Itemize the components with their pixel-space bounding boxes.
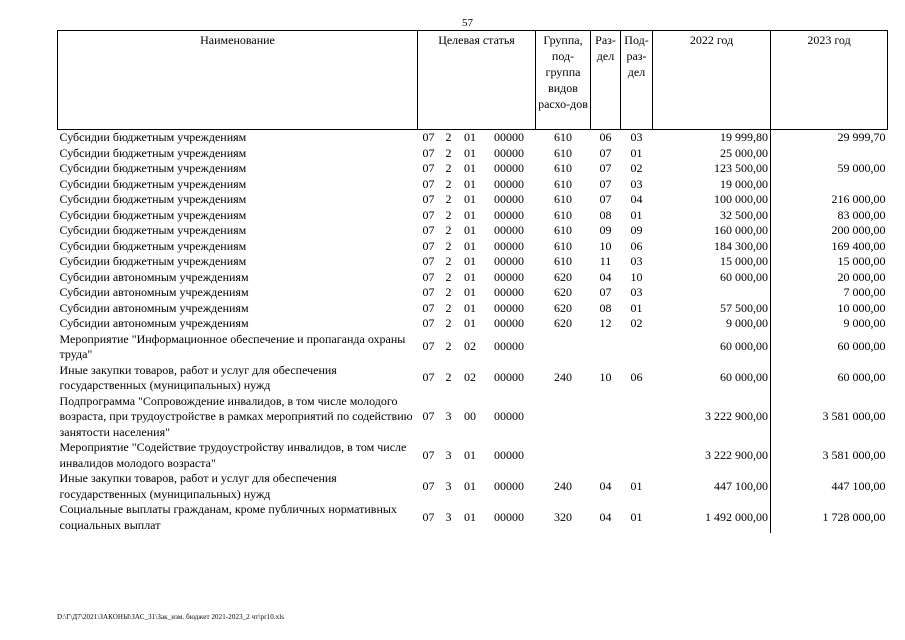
section-code: 04 <box>599 509 612 524</box>
table-row <box>58 440 888 471</box>
amount-2022: 19 000,00 <box>653 177 771 193</box>
target-code-1: 07 <box>422 285 435 299</box>
table-row <box>58 192 888 208</box>
header-target: Целевая статья <box>418 31 536 130</box>
target-code-3: 01 <box>464 478 476 493</box>
amount-2023: 3 581 000,00 <box>822 447 886 462</box>
subsection-code: 09 <box>630 223 643 237</box>
section-code: 07 <box>599 145 612 160</box>
subsection-code: 03 <box>630 176 643 191</box>
subsection-code: 01 <box>630 509 643 524</box>
target-code-1: 07 <box>422 370 435 385</box>
row-name: Субсидии автономным учреждениям <box>59 269 249 284</box>
row-name: Субсидии автономным учреждениям <box>59 300 249 315</box>
target-code-2: 2 <box>445 370 452 385</box>
target-code-2: 2 <box>445 339 452 354</box>
target-code-4: 00000 <box>494 409 524 423</box>
target-code-1: 07 <box>422 176 435 191</box>
subsection-code: 01 <box>630 478 643 493</box>
target-code-4: 00000 <box>494 161 524 175</box>
target-code-2: 2 <box>445 192 452 206</box>
target-code-3: 01 <box>464 509 476 524</box>
section-code: 07 <box>599 176 612 191</box>
target-code-2: 2 <box>445 176 452 191</box>
table-header-row <box>58 31 888 130</box>
target-code-1: 07 <box>422 238 435 253</box>
row-name: Субсидии автономным учреждениям <box>59 285 249 299</box>
expense-group: 620 <box>554 269 573 284</box>
target-code-4: 00000 <box>494 300 524 315</box>
table-row <box>58 363 888 394</box>
section-code <box>591 440 621 471</box>
row-name: Субсидии бюджетным учреждениям <box>59 192 247 206</box>
header-group: Группа, под-группа видов расхо-дов <box>536 31 591 130</box>
expense-group: 240 <box>554 478 573 493</box>
target-code-4: 00000 <box>494 269 524 284</box>
amount-2022: 160 000,00 <box>653 223 771 239</box>
target-code-2: 3 <box>445 509 452 524</box>
target-code-1: 07 <box>422 339 435 354</box>
expense-group <box>536 332 591 363</box>
target-code-1: 07 <box>422 192 435 206</box>
table-row <box>58 177 888 193</box>
target-code-4: 00000 <box>494 316 524 330</box>
target-code-4: 00000 <box>494 509 524 524</box>
table-row <box>58 502 888 533</box>
amount-2023 <box>771 146 888 162</box>
target-code-2: 2 <box>445 316 452 330</box>
amount-2022: 3 222 900,00 <box>653 440 771 471</box>
section-code: 12 <box>599 316 612 330</box>
target-code-1: 07 <box>422 161 435 175</box>
amount-2023: 7 000,00 <box>843 285 886 299</box>
target-code-4: 00000 <box>494 447 524 462</box>
expense-group <box>536 440 591 471</box>
row-name: Субсидии бюджетным учреждениям <box>59 223 247 237</box>
subsection-code: 06 <box>630 370 643 385</box>
expense-group: 610 <box>554 145 573 160</box>
subsection-code: 02 <box>630 316 643 330</box>
subsection-code: 01 <box>630 207 643 222</box>
header-section: Раз-дел <box>591 31 621 130</box>
amount-2022: 9 000,00 <box>653 316 771 332</box>
subsection-code: 03 <box>630 254 643 268</box>
target-code-3: 01 <box>464 300 476 315</box>
target-code-3: 02 <box>464 370 476 385</box>
file-path-footer: D:\Г\Д7\2021\ЗАКОНЫ\ЗАС_31\Зак_изм. бюджет 2021-2023_2 чт\pr10.xls <box>57 613 285 621</box>
row-name: Субсидии бюджетным учреждениям <box>59 207 247 222</box>
amount-2023: 10 000,00 <box>837 300 886 315</box>
amount-2023: 15 000,00 <box>837 254 886 268</box>
amount-2023: 1 728 000,00 <box>822 509 886 524</box>
amount-2022: 60 000,00 <box>653 270 771 286</box>
table-row <box>58 146 888 162</box>
expense-group: 610 <box>554 207 573 222</box>
target-code-3: 02 <box>464 339 476 354</box>
amount-2022: 60 000,00 <box>653 363 771 394</box>
expense-group: 610 <box>554 223 573 237</box>
amount-2023: 59 000,00 <box>837 161 886 175</box>
target-code-2: 2 <box>445 145 452 160</box>
target-code-3: 01 <box>464 145 476 160</box>
target-code-4: 00000 <box>494 370 524 385</box>
amount-2023: 3 581 000,00 <box>822 409 886 423</box>
amount-2022: 57 500,00 <box>653 301 771 317</box>
target-code-2: 2 <box>445 161 452 175</box>
section-code: 11 <box>599 254 612 268</box>
amount-2023: 169 400,00 <box>831 238 886 253</box>
target-code-2: 2 <box>445 254 452 268</box>
row-name: Мероприятие "Информационное обеспечение и пропаганда охраны труда" <box>59 331 406 361</box>
expense-group: 320 <box>554 509 573 524</box>
target-code-2: 2 <box>445 130 452 144</box>
amount-2022: 184 300,00 <box>653 239 771 255</box>
amount-2022: 32 500,00 <box>653 208 771 224</box>
budget-table <box>57 30 888 533</box>
target-code-1: 07 <box>422 145 435 160</box>
target-code-1: 07 <box>422 300 435 315</box>
target-code-2: 2 <box>445 207 452 222</box>
amount-2023: 216 000,00 <box>831 192 886 206</box>
amount-2023: 9 000,00 <box>843 316 886 330</box>
amount-2022: 3 222 900,00 <box>653 394 771 441</box>
section-code: 10 <box>599 238 612 253</box>
section-code: 04 <box>599 269 612 284</box>
expense-group: 610 <box>554 130 573 144</box>
expense-group: 610 <box>554 192 573 206</box>
table-row <box>58 161 888 177</box>
table-row <box>58 208 888 224</box>
expense-group: 610 <box>554 238 573 253</box>
table-row <box>58 332 888 363</box>
table-row <box>58 316 888 332</box>
target-code-2: 3 <box>445 409 452 423</box>
section-code: 04 <box>599 478 612 493</box>
table-row <box>58 270 888 286</box>
row-name: Субсидии бюджетным учреждениям <box>59 176 247 191</box>
row-name: Субсидии автономным учреждениям <box>59 316 249 330</box>
table-body <box>58 130 888 534</box>
subsection-code: 01 <box>630 300 643 315</box>
row-name: Субсидии бюджетным учреждениям <box>59 145 247 160</box>
target-code-2: 2 <box>445 223 452 237</box>
expense-group: 620 <box>554 300 573 315</box>
target-code-4: 00000 <box>494 192 524 206</box>
expense-group: 620 <box>554 316 573 330</box>
section-code: 07 <box>599 161 612 175</box>
table-row <box>58 254 888 270</box>
section-code: 08 <box>599 300 612 315</box>
header-2022: 2022 год <box>653 31 771 130</box>
subsection-code: 04 <box>630 192 643 206</box>
target-code-1: 07 <box>422 316 435 330</box>
target-code-3: 01 <box>464 130 476 144</box>
target-code-1: 07 <box>422 207 435 222</box>
target-code-3: 00 <box>464 409 476 423</box>
target-code-1: 07 <box>422 409 435 423</box>
target-code-2: 2 <box>445 238 452 253</box>
expense-group: 240 <box>554 370 573 385</box>
section-code: 10 <box>599 370 612 385</box>
row-name: Подпрограмма "Сопровождение инвалидов, в том числе молодого возраста, при трудоустройстве в рамках мероприятий по содействию занятости населения" <box>59 393 413 439</box>
amount-2022: 1 492 000,00 <box>653 502 771 533</box>
target-code-3: 01 <box>464 316 476 330</box>
amount-2023 <box>771 177 888 193</box>
expense-group: 610 <box>554 161 573 175</box>
amount-2023: 447 100,00 <box>831 478 886 493</box>
target-code-4: 00000 <box>494 176 524 191</box>
amount-2023: 20 000,00 <box>837 269 886 284</box>
amount-2023: 60 000,00 <box>837 370 886 385</box>
amount-2022: 19 999,80 <box>653 130 771 146</box>
subsection-code: 01 <box>630 145 643 160</box>
amount-2022: 123 500,00 <box>653 161 771 177</box>
target-code-4: 00000 <box>494 207 524 222</box>
target-code-3: 01 <box>464 285 476 299</box>
row-name: Иные закупки товаров, работ и услуг для обеспечения государственных (муниципальных) нужд <box>59 362 337 392</box>
amount-2022: 447 100,00 <box>653 471 771 502</box>
section-code: 08 <box>599 207 612 222</box>
target-code-2: 3 <box>445 478 452 493</box>
target-code-3: 01 <box>464 207 476 222</box>
row-name: Субсидии бюджетным учреждениям <box>59 238 247 253</box>
subsection-code <box>621 440 653 471</box>
target-code-1: 07 <box>422 447 435 462</box>
target-code-3: 01 <box>464 254 476 268</box>
target-code-4: 00000 <box>494 285 524 299</box>
target-code-1: 07 <box>422 478 435 493</box>
amount-2022 <box>653 285 771 301</box>
subsection-code: 02 <box>630 161 643 175</box>
table-row <box>58 239 888 255</box>
table-row <box>58 301 888 317</box>
amount-2023: 29 999,70 <box>837 130 886 144</box>
expense-group: 610 <box>554 176 573 191</box>
section-code <box>591 394 621 441</box>
target-code-4: 00000 <box>494 254 524 268</box>
row-name: Мероприятие "Содействие трудоустройству инвалидов, в том числе инвалидов молодого возраста" <box>59 440 407 470</box>
subsection-code: 10 <box>630 269 643 284</box>
row-name: Иные закупки товаров, работ и услуг для обеспечения государственных (муниципальных) нужд <box>59 471 337 501</box>
target-code-3: 01 <box>464 176 476 191</box>
amount-2023: 200 000,00 <box>831 223 886 237</box>
target-code-4: 00000 <box>494 223 524 237</box>
target-code-3: 01 <box>464 161 476 175</box>
target-code-4: 00000 <box>494 339 524 354</box>
target-code-4: 00000 <box>494 478 524 493</box>
target-code-4: 00000 <box>494 238 524 253</box>
target-code-2: 2 <box>445 300 452 315</box>
row-name: Социальные выплаты гражданам, кроме публичных нормативных социальных выплат <box>59 502 397 532</box>
target-code-3: 01 <box>464 238 476 253</box>
expense-group <box>536 394 591 441</box>
subsection-code: 03 <box>630 130 643 144</box>
target-code-3: 01 <box>464 269 476 284</box>
header-subsection: Под-раз-дел <box>621 31 653 130</box>
row-name: Субсидии бюджетным учреждениям <box>59 130 247 144</box>
section-code: 07 <box>599 192 612 206</box>
table-row <box>58 471 888 502</box>
section-code: 09 <box>599 223 612 237</box>
table-row <box>58 394 888 441</box>
target-code-3: 01 <box>464 192 476 206</box>
header-2023: 2023 год <box>771 31 888 130</box>
target-code-1: 07 <box>422 509 435 524</box>
target-code-1: 07 <box>422 223 435 237</box>
amount-2022: 60 000,00 <box>653 332 771 363</box>
target-code-3: 01 <box>464 447 476 462</box>
target-code-1: 07 <box>422 269 435 284</box>
target-code-4: 00000 <box>494 130 524 144</box>
subsection-code <box>621 394 653 441</box>
row-name: Субсидии бюджетным учреждениям <box>59 161 247 175</box>
subsection-code <box>621 332 653 363</box>
target-code-1: 07 <box>422 254 435 268</box>
page-number: 57 <box>462 17 473 29</box>
section-code: 07 <box>599 285 612 299</box>
target-code-1: 07 <box>422 130 435 144</box>
expense-group: 610 <box>554 254 573 268</box>
row-name: Субсидии бюджетным учреждениям <box>59 254 247 268</box>
section-code: 06 <box>599 130 612 144</box>
target-code-2: 2 <box>445 285 452 299</box>
table-row <box>58 130 888 146</box>
target-code-3: 01 <box>464 223 476 237</box>
amount-2023: 83 000,00 <box>837 207 886 222</box>
section-code <box>591 332 621 363</box>
table-row <box>58 285 888 301</box>
amount-2022: 100 000,00 <box>653 192 771 208</box>
target-code-2: 3 <box>445 447 452 462</box>
subsection-code: 03 <box>630 285 643 299</box>
expense-group: 620 <box>554 285 573 299</box>
header-name: Наименование <box>58 31 418 130</box>
amount-2023: 60 000,00 <box>837 339 886 354</box>
target-code-2: 2 <box>445 269 452 284</box>
subsection-code: 06 <box>630 238 643 253</box>
target-code-4: 00000 <box>494 145 524 160</box>
amount-2022: 15 000,00 <box>653 254 771 270</box>
amount-2022: 25 000,00 <box>653 146 771 162</box>
table-row <box>58 223 888 239</box>
